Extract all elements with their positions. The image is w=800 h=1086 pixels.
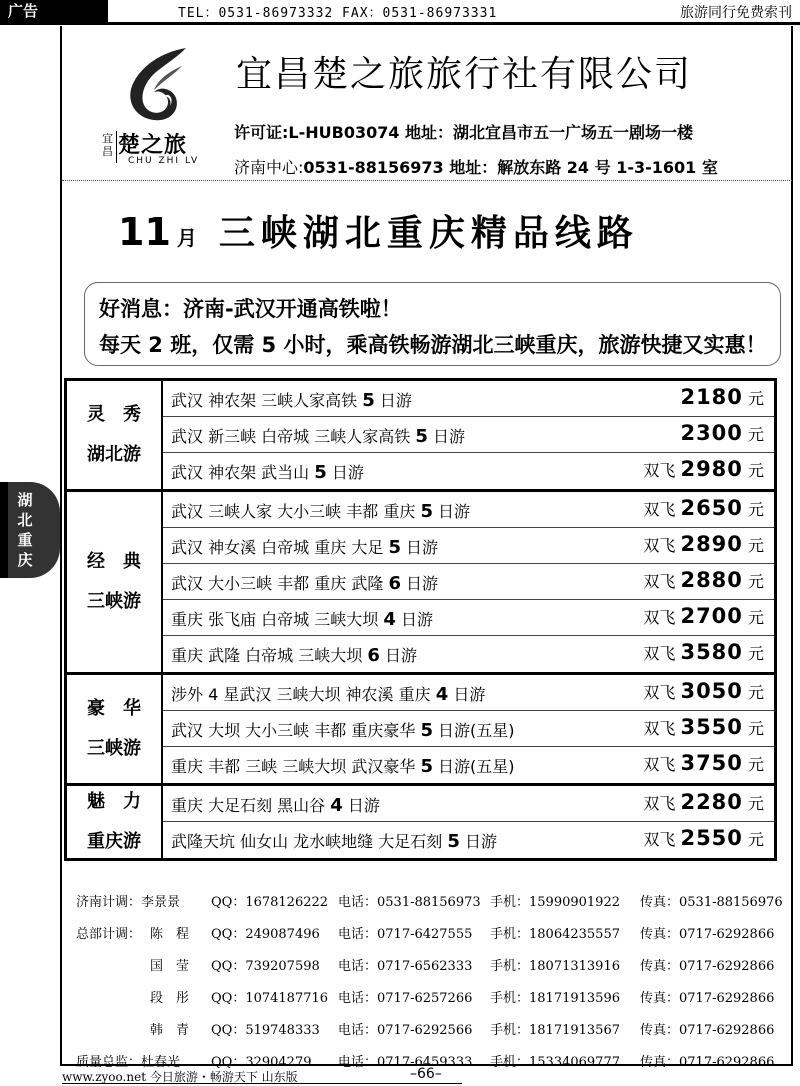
logo-small-text: 宜昌 — [102, 132, 113, 158]
jinan-address: 地址：解放东路 24 号 1-3-1601 室 — [443, 158, 718, 177]
route-row — [163, 747, 774, 783]
contact-row — [76, 1012, 786, 1044]
route-suffix: 日游 — [400, 538, 439, 557]
header-phone-fax: TEL：0531-86973332 FAX：0531-86973331 — [178, 6, 498, 21]
route-price — [680, 421, 764, 445]
route-name — [171, 754, 515, 777]
route-row — [163, 528, 774, 564]
logo-english: CHU ZHI LV — [128, 156, 200, 166]
group-label-line-2: 湖北游 — [87, 444, 141, 465]
logo-divider — [116, 131, 117, 163]
route-name — [171, 424, 465, 447]
contact-fax: 传真：0717-6292866 — [640, 927, 775, 942]
route-price-value: 2700 — [680, 604, 743, 628]
contact-row — [76, 948, 786, 980]
swirl-logo-icon — [122, 46, 194, 122]
route-price-value: 2550 — [680, 826, 743, 850]
contact-name: 韩 青 — [150, 1023, 190, 1038]
route-price-unit: 元 — [742, 608, 764, 627]
contact-qq: QQ：1678126222 — [211, 895, 329, 910]
route-price-unit: 元 — [742, 644, 764, 663]
footer-text: www.zyoo.net 今日旅游・畅游天下 山东版 — [62, 1070, 298, 1084]
route-price — [643, 568, 764, 592]
jinan-label: 济南中心: — [234, 158, 304, 177]
route-row — [163, 417, 774, 453]
route-days: 5 — [420, 720, 433, 741]
contact-mobile: 手机：18071313916 — [490, 959, 620, 974]
route-places: 武汉 三峡人家 大小三峡 丰都 重庆 — [171, 502, 421, 521]
group-label — [67, 381, 163, 489]
route-suffix: 日游 — [374, 391, 412, 410]
contact-fax: 传真：0717-6292866 — [640, 991, 775, 1006]
route-price-unit: 元 — [742, 755, 764, 774]
route-days: 4 — [435, 684, 449, 705]
route-name — [171, 535, 438, 558]
contact-fax: 传真：0717-6292866 — [640, 1055, 775, 1070]
route-price-unit: 元 — [742, 461, 764, 480]
route-suffix: 日游 — [342, 796, 380, 815]
route-name — [171, 829, 497, 852]
route-price-value: 2890 — [680, 532, 743, 556]
route-name — [171, 718, 515, 741]
route-price — [643, 640, 764, 664]
route-transport: 双飞 — [643, 572, 681, 591]
license-address: 许可证:L-HUB03074 地址：湖北宜昌市五一广场五一剧场一楼 — [234, 123, 694, 142]
route-transport: 双飞 — [643, 794, 681, 813]
route-name — [171, 460, 364, 483]
contact-role: 济南计调：李景景 — [76, 895, 181, 910]
route-name — [171, 643, 417, 666]
route-price-value: 2280 — [680, 790, 743, 814]
contact-name: 段 彤 — [150, 991, 190, 1006]
route-row — [163, 675, 774, 711]
route-days: 5 — [388, 537, 401, 558]
route-price-unit: 元 — [742, 536, 764, 555]
route-row — [163, 381, 774, 417]
side-bar — [0, 482, 8, 578]
side-section-tab — [0, 482, 60, 578]
contact-qq: QQ：1074187716 — [211, 991, 329, 1006]
route-transport: 双飞 — [643, 683, 681, 702]
route-price — [643, 715, 764, 739]
group-label — [67, 492, 163, 672]
group-label — [67, 786, 163, 858]
contact-phone: 电话：0717-6292566 — [338, 1023, 473, 1038]
route-row — [163, 636, 774, 672]
route-suffix: 日游 — [459, 832, 497, 851]
contact-phone: 电话：0531-88156973 — [338, 895, 481, 910]
route-price-unit: 元 — [742, 794, 764, 813]
route-price-unit: 元 — [742, 425, 764, 444]
route-row — [163, 822, 774, 858]
route-places: 武汉 神农架 武当山 — [171, 463, 315, 482]
title-month-number: 11 — [118, 210, 171, 254]
route-group — [64, 783, 777, 861]
route-price-unit: 元 — [742, 719, 764, 738]
contact-fax: 传真：0717-6292866 — [640, 959, 775, 974]
news-line-2: 每天 2 班，仅需 5 小时，乘高铁畅游湖北三峡重庆，旅游快捷又实惠！ — [99, 333, 767, 357]
route-places: 武汉 神女溪 白帝城 重庆 大足 — [171, 538, 389, 557]
title-month-char: 月 — [176, 226, 197, 250]
good-news-box — [84, 282, 781, 366]
route-price-unit: 元 — [742, 500, 764, 519]
route-places: 重庆 张飞庙 白帝城 三峡大坝 — [171, 610, 384, 629]
contact-name: 陈 程 — [150, 927, 190, 942]
contact-phone: 电话：0717-6427555 — [338, 927, 473, 942]
route-suffix: 日游 — [427, 427, 465, 446]
contact-role: 质量总监：杜春光 — [76, 1055, 181, 1070]
route-suffix: 日游 — [326, 463, 364, 482]
contact-phone: 电话：0717-6459333 — [338, 1055, 473, 1070]
route-group — [64, 672, 777, 786]
route-suffix: 日游(五星) — [432, 757, 515, 776]
route-places: 重庆 大足石刻 黑山谷 — [171, 796, 331, 815]
contact-name: 国 莹 — [150, 959, 190, 974]
group-label-line-1: 魅 力 — [87, 791, 141, 812]
contact-qq: QQ：249087496 — [211, 927, 320, 942]
route-price — [680, 385, 764, 409]
group-label — [67, 675, 163, 783]
route-price-unit: 元 — [742, 683, 764, 702]
route-price — [643, 532, 764, 556]
route-name — [171, 388, 412, 411]
contact-mobile: 手机：18171913567 — [490, 1023, 620, 1038]
contact-qq: QQ：739207598 — [211, 959, 320, 974]
routes-table — [64, 378, 777, 861]
route-price-value: 2180 — [680, 385, 743, 409]
route-suffix: 日游(五星) — [432, 721, 515, 740]
contact-mobile: 手机：15990901922 — [490, 895, 620, 910]
group-label-line-1: 灵 秀 — [87, 404, 141, 425]
route-places: 武汉 新三峡 白帝城 三峡人家高铁 — [171, 427, 416, 446]
route-transport: 双飞 — [643, 500, 681, 519]
group-label-line-2: 三峡游 — [87, 591, 141, 612]
route-days: 5 — [447, 831, 460, 852]
route-price — [643, 826, 764, 850]
group-label-line-1: 经 典 — [87, 551, 141, 572]
title-main: 三峡湖北重庆精品线路 — [218, 212, 639, 254]
jinan-center — [234, 155, 718, 178]
route-transport: 双飞 — [643, 608, 681, 627]
route-suffix: 日游 — [432, 502, 471, 521]
route-transport: 双飞 — [643, 461, 681, 480]
route-price-value: 3550 — [680, 715, 743, 739]
route-days: 5 — [420, 501, 433, 522]
route-places: 武隆天坑 仙女山 龙水峡地缝 大足石刻 — [171, 832, 448, 851]
route-days: 5 — [362, 390, 375, 411]
route-transport: 双飞 — [643, 830, 681, 849]
contact-row — [76, 884, 786, 916]
route-days: 5 — [420, 756, 433, 777]
group-label-line-1: 豪 华 — [87, 698, 141, 719]
route-suffix: 日游 — [400, 574, 439, 593]
route-price — [643, 604, 764, 628]
route-name — [171, 607, 433, 630]
route-name — [171, 499, 470, 522]
route-price-value: 3580 — [680, 640, 743, 664]
route-price-value: 2880 — [680, 568, 743, 592]
route-suffix: 日游 — [448, 685, 486, 704]
route-days: 4 — [383, 609, 396, 630]
route-days: 6 — [388, 573, 401, 594]
contact-qq: QQ：519748333 — [211, 1023, 320, 1038]
route-days: 4 — [330, 795, 343, 816]
route-price — [643, 751, 764, 775]
route-transport: 双飞 — [643, 755, 681, 774]
route-places: 涉外 4 星武汉 三峡大坝 神农溪 重庆 — [171, 685, 436, 704]
route-price-value: 2650 — [680, 496, 743, 520]
contact-phone: 电话：0717-6257266 — [338, 991, 473, 1006]
contact-mobile: 手机：18064235557 — [490, 927, 620, 942]
route-group — [64, 378, 777, 492]
group-label-line-2: 重庆游 — [87, 831, 141, 852]
ad-tag: 广告 — [0, 0, 108, 22]
contact-fax: 传真：0717-6292866 — [640, 1023, 775, 1038]
header-right-text: 旅游同行免费索刊 — [680, 5, 792, 21]
logo-brand-name: 楚之旅 — [118, 132, 188, 158]
route-row — [163, 492, 774, 528]
route-name — [171, 682, 485, 705]
contact-mobile: 手机：15334069777 — [490, 1055, 620, 1070]
route-price-unit: 元 — [742, 830, 764, 849]
route-transport: 双飞 — [643, 536, 681, 555]
route-price — [643, 679, 764, 703]
route-transport: 双飞 — [643, 719, 681, 738]
route-places: 武汉 大坝 大小三峡 丰都 重庆豪华 — [171, 721, 421, 740]
group-label-line-2: 三峡游 — [87, 738, 141, 759]
route-row — [163, 711, 774, 747]
route-days: 5 — [415, 426, 428, 447]
route-suffix: 日游 — [379, 646, 417, 665]
route-days: 6 — [367, 645, 380, 666]
route-row — [163, 600, 774, 636]
page-title — [118, 205, 639, 256]
route-price-value: 3750 — [680, 751, 743, 775]
company-name: 宜昌楚之旅旅行社有限公司 — [236, 54, 693, 95]
route-group — [64, 489, 777, 675]
contact-qq: QQ：32904279 — [211, 1055, 312, 1070]
route-name — [171, 571, 438, 594]
side-tab-label: 湖北重庆 — [17, 491, 33, 569]
contact-role: 总部计调： — [76, 927, 142, 942]
route-suffix: 日游 — [395, 610, 433, 629]
company-logo — [100, 40, 220, 170]
top-header — [0, 0, 800, 22]
dotted-divider — [62, 180, 792, 181]
route-places: 武汉 神农架 三峡人家高铁 — [171, 391, 363, 410]
route-price-value: 2980 — [680, 457, 743, 481]
route-price-unit: 元 — [742, 572, 764, 591]
route-row — [163, 453, 774, 489]
news-line-1: 好消息：济南-武汉开通高铁啦！ — [99, 297, 402, 321]
route-price — [643, 457, 764, 481]
route-days: 5 — [314, 462, 327, 483]
contacts-list — [76, 884, 786, 1076]
route-price-value: 3050 — [680, 679, 743, 703]
route-name — [171, 793, 380, 816]
route-places: 武汉 大小三峡 丰都 重庆 武隆 — [171, 574, 389, 593]
contact-phone: 电话：0717-6562333 — [338, 959, 473, 974]
footer-divider — [62, 1083, 462, 1084]
route-transport: 双飞 — [643, 644, 681, 663]
route-row — [163, 786, 774, 822]
contact-row — [76, 980, 786, 1012]
header-divider — [0, 22, 800, 25]
contact-fax: 传真：0531-88156976 — [640, 895, 783, 910]
contact-row — [76, 916, 786, 948]
route-price-unit: 元 — [742, 389, 764, 408]
page-number: –66– — [410, 1066, 442, 1082]
route-price — [643, 790, 764, 814]
route-places: 重庆 丰都 三峡 三峡大坝 武汉豪华 — [171, 757, 421, 776]
route-row — [163, 564, 774, 600]
contact-mobile: 手机：18171913596 — [490, 991, 620, 1006]
jinan-phone: 0531-88156973 — [303, 158, 444, 177]
route-places: 重庆 武隆 白帝城 三峡大坝 — [171, 646, 368, 665]
route-price-value: 2300 — [680, 421, 743, 445]
route-price — [643, 496, 764, 520]
